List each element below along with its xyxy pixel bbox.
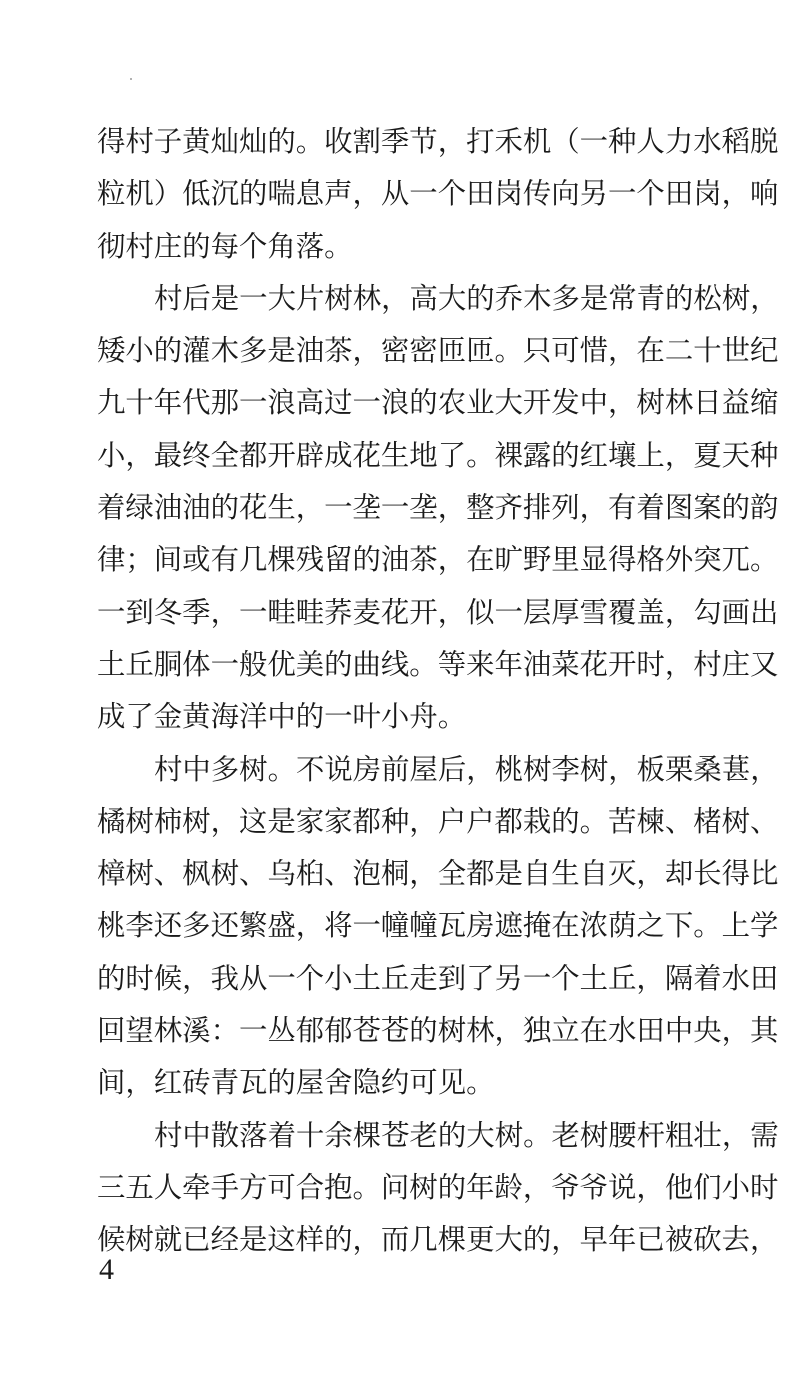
text-line: 回望林溪：一丛郁郁苍苍的树林，独立在水田中央，其: [97, 1014, 779, 1048]
text-line: 三五人牵手方可合抱。问树的年龄，爷爷说，他们小时: [97, 1170, 779, 1204]
text-line: 樟树、枫树、乌桕、泡桐，全都是自生自灭，却长得比: [97, 857, 779, 891]
body-text: [97, 116, 779, 1267]
text-line: 土丘胴体一般优美的曲线。等来年油菜花开时，村庄又: [97, 647, 779, 681]
text-line: 村中多树。不说房前屋后，桃树李树，板栗桑葚，: [154, 752, 779, 786]
text-line: 候树就已经是这样的，而几棵更大的，早年已被砍去，: [97, 1223, 779, 1257]
text-line: 律；间或有几棵残留的油茶，在旷野里显得格外突兀。: [97, 543, 779, 577]
text-line: 橘树柿树，这是家家都种，户户都栽的。苦楝、楮树、: [97, 804, 779, 838]
paragraph: [97, 273, 779, 744]
text-line: 间，红砖青瓦的屋舍隐约可见。: [97, 1066, 495, 1100]
text-line: 小，最终全都开辟成花生地了。裸露的红壤上，夏天种: [97, 438, 779, 472]
text-line: 的时候，我从一个小土丘走到了另一个土丘，隔着水田: [97, 961, 779, 995]
text-line: 彻村庄的每个角落。: [97, 229, 353, 263]
text-line: 着绿油油的花生，一垄一垄，整齐排列，有着图案的韵: [97, 491, 779, 525]
page-number: 4: [99, 1253, 114, 1286]
text-line: 村中散落着十余棵苍老的大树。老树腰杆粗壮，需: [154, 1118, 779, 1152]
paragraph: [97, 116, 779, 273]
paragraph: [97, 744, 779, 1110]
text-line: 桃李还多还繁盛，将一幢幢瓦房遮掩在浓荫之下。上学: [97, 909, 779, 943]
text-line: 村后是一大片树林，高大的乔木多是常青的松树，: [154, 281, 779, 315]
text-line: 粒机）低沉的喘息声，从一个田岗传向另一个田岗，响: [97, 177, 779, 211]
text-line: 得村子黄灿灿的。收割季节，打禾机（一种人力水稻脱: [97, 125, 779, 158]
page-speck: [130, 78, 132, 80]
text-line: 九十年代那一浪高过一浪的农业大开发中，树林日益缩: [97, 386, 779, 420]
text-line: 矮小的灌木多是油茶，密密匝匝。只可惜，在二十世纪: [97, 334, 779, 368]
text-line: 一到冬季，一畦畦荞麦花开，似一层厚雪覆盖，勾画出: [97, 595, 779, 629]
paragraph: [97, 1110, 779, 1267]
text-line: 成了金黄海洋中的一叶小舟。: [97, 700, 467, 734]
